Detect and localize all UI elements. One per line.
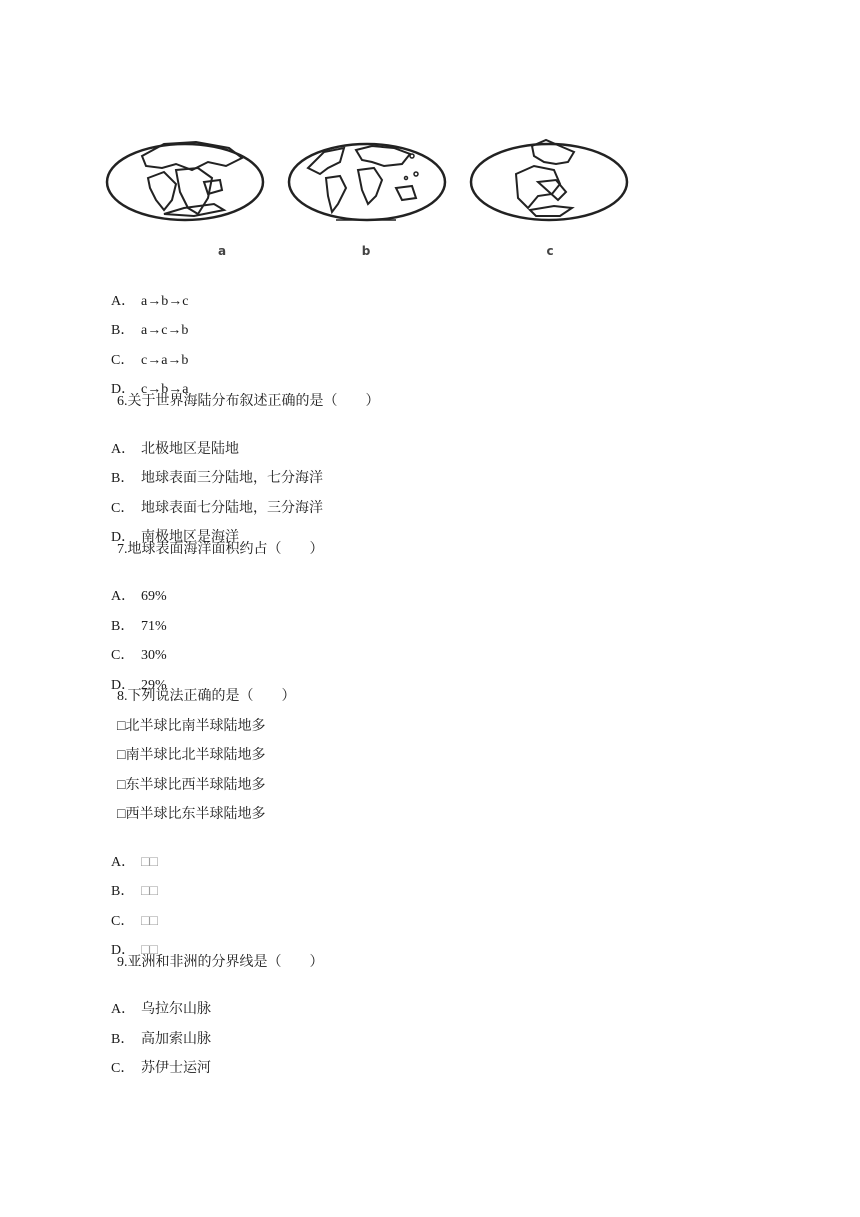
q8-statement-3: □东半球比西半球陆地多 [117,778,266,793]
option-text: a→c→b [141,323,189,338]
option-letter: C． [111,648,135,663]
option-letter: A． [111,1002,136,1017]
option-text: c→a→b [141,353,189,368]
q7-stem: 7.地球表面海洋面积约占（ ） [117,542,324,557]
option-letter: B． [111,619,135,634]
map-b-drawing [286,134,448,230]
option-text: 地球表面三分陆地，七分海洋 [141,471,323,486]
map-c-drawing [468,134,630,230]
option-letter: B． [111,323,135,338]
option-letter: C． [111,501,135,516]
option-text: 苏伊士运河 [141,1061,211,1076]
option-letter: D． [111,678,136,693]
option-text: a→b→c [141,294,189,309]
option-letter: D． [111,382,136,397]
option-text: 29% [141,678,167,693]
option-text: □□ [141,855,158,870]
option-letter: B． [111,884,135,899]
option-letter: B． [111,471,135,486]
option-letter: A． [111,589,136,604]
map-c [468,134,630,230]
map-b [286,134,448,230]
option-letter: C． [111,914,135,929]
option-text: 71% [141,619,167,634]
option-letter: A． [111,294,136,309]
q8-stem: 8.下列说法正确的是（ ） [117,689,296,704]
option-text: 30% [141,648,167,663]
map-c-label: c [546,244,554,258]
q8-statement-4: □西半球比东半球陆地多 [117,807,266,822]
map-b-label: b [361,244,371,258]
option-letter: A． [111,442,136,457]
q9-option-c [104,1042,211,1078]
option-letter: A． [111,855,136,870]
option-text: □□ [141,943,158,958]
q8-statement-2: □南半球比北半球陆地多 [117,748,266,763]
continental-drift-figure [104,134,634,264]
option-text: 北极地区是陆地 [141,442,239,457]
option-letter: C． [111,353,135,368]
q9-stem: 9.亚洲和非洲的分界线是（ ） [117,955,324,970]
map-a-label: a [217,244,227,258]
map-a-drawing [104,134,266,230]
option-text: c→b→a [141,382,189,397]
option-text: □□ [141,884,158,899]
option-text: □□ [141,914,158,929]
map-a [104,134,266,230]
option-letter: D． [111,530,136,545]
q8-statement-1: □北半球比南半球陆地多 [117,719,266,734]
option-text: 乌拉尔山脉 [141,1002,211,1017]
option-text: 高加索山脉 [141,1032,211,1047]
option-text: 地球表面七分陆地，三分海洋 [141,501,323,516]
option-letter: C． [111,1061,135,1076]
option-letter: D． [111,943,136,958]
option-text: 69% [141,589,167,604]
option-letter: B． [111,1032,135,1047]
q6-stem: 6.关于世界海陆分布叙述正确的是（ ） [117,394,380,409]
option-text: 南极地区是海洋 [141,530,239,545]
